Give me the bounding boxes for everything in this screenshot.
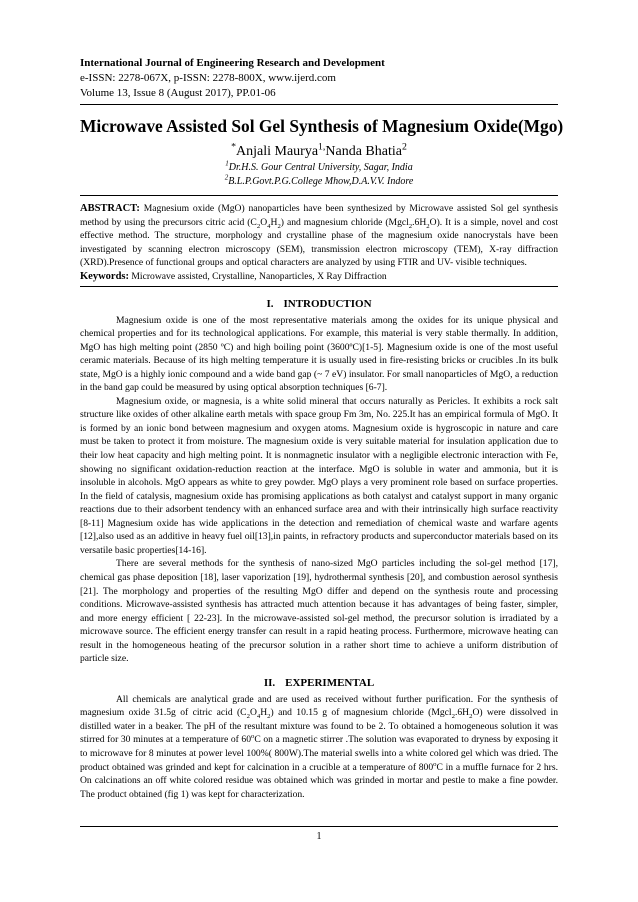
affiliation-2 [80,175,558,189]
abstract-sub-2: 4 [267,222,271,230]
journal-header [80,56,558,105]
experimental-paragraph [80,693,558,801]
paper-page [80,56,564,801]
abstract-text-4: ) and magnesium chloride (Mgcl [280,216,409,228]
exp-degree-1: o [251,733,255,741]
section-number: II. [263,676,276,689]
affiliation-1-text: Dr.H.S. Gour Central University, Sagar, India [228,162,413,173]
abstract-text-5: .6H [412,216,427,228]
page-number: 1 [316,831,322,842]
exp-sub-4: 2 [451,713,455,721]
affiliation-2-text: B.L.P.Govt.P.G.College Mhow,D.A.V.V. Indore [228,176,414,187]
abstract-label: ABSTRACT: [80,203,140,214]
exp-degree-2: o [433,760,437,768]
exp-sub-3: 2 [267,713,271,721]
exp-text-g: C on a magnetic stirrer .The solution was evaporated to dryness by exposing it to microwave for 8 minutes at power level 100%( 800W).The material swells into a white colored gel which was dried. The product obtained was grinded and kept for calcination in a crucible at a temperature of 800 [80,734,558,773]
author-2-sup: 2 [401,141,407,153]
abstract-sub-1: 2 [256,222,261,230]
intro-paragraph-2: Magnesium oxide, or magnesia, is a white solid mineral that occurs naturally as Pericles. It exhibits a rock salt structure like oxides of other alkaline earth metals with space group Fm 3m, No. 225.It has an empirical formula of MgO. It is formed by an ionic bond between magnesium and oxygen atoms. Magnesium oxide is hygroscopic in nature and care must be taken to protect it from moisture. The magnesium oxide is very suitable material for insulation application due to their low heat capacity and high melting point. It is nonmagnetic insulator with a negligible electronic interaction with Fe, showing no significant oxidation-reduction reaction at the interface. MgO is soluble in water and ammonia, but it is insoluble in alcohols. MgO appears as white to grey powder. MgO plays a very prominent role based on surface properties. In the field of catalysis, magnesium oxide has promising applications as both catalyst and catalyst support in many organic reactions due to their adsorbent tendency with an enhanced surface area and with their intrinsically high surface reactivity [8-11] Magnesium oxide has wide applications in the detection and remediation of chemical waste and warfare agents [12],also used as an additive in heavy fuel oil[13],in paints, in refractory products and superconductor materials based on its versatile basic properties[14-16]. [80,395,558,556]
affiliation-2-sup: 2 [224,173,229,182]
keywords-rule [80,286,558,287]
abstract [80,202,558,270]
author-1-sup: 1, [318,141,326,153]
affiliation-1 [80,161,558,175]
abstract-top-rule [80,195,558,196]
authors [80,143,558,161]
abstract-text-2: O [260,216,268,228]
exp-sub-2: 4 [256,713,261,721]
author-2: Nanda Bhatia [325,144,402,159]
abstract-text-6: O). It is a simple, novel and cost effective method. The structure, morphology and crystalline phase of the magnesium oxide nanocrystals have been investigated by scanning electron microscopy (SEM), transmission electron microscopy (TEM), X-ray diffraction (XRD).Presence of functional groups and optical characters are analyzed by using FTIR and UV- visible techniques. [80,216,558,269]
abstract-sub-5: 2 [426,222,430,230]
corresponding-mark: * [231,141,236,153]
header-rule [80,104,558,105]
exp-text-c: H [260,707,268,719]
abstract-text-3: H [270,216,278,228]
section-heading-experimental [80,676,558,691]
footer-rule [80,826,558,827]
abstract-sub-4: 2 [408,222,413,230]
affiliation-1-sup: 1 [225,159,229,168]
exp-text-e: .6H [454,707,470,719]
journal-volume: Volume 13, Issue 8 (August 2017), PP.01-06 [80,87,276,99]
exp-text-d: ) and 10.15 g of magnesium chloride (Mgcl [270,707,452,719]
section-heading-introduction [80,297,558,312]
abstract-text-1: Magnesium oxide (MgO) nanoparticles have been synthesized by Microwave assisted Sol gel synthesis method by using the precursors citric acid (C [80,203,558,228]
exp-text-a: All chemicals are analytical grade and are used as received without further purification. For the synthesis of magnesium oxide 31.5g of citric acid (C [80,693,558,719]
journal-name: International Journal of Engineering Research and Development [80,57,385,69]
keywords-text: Microwave assisted, Crystalline, Nanoparticles, X Ray Diffraction [129,270,387,282]
exp-text-h: C in a muffle furnace for 2 hrs. On calcinations an off white colored residue was obtained which was grinded in mortar and pestle to make a fine powder. The product obtained (fig 1) was kept for characterization. [80,761,558,800]
journal-issn: e-ISSN: 2278-067X, p-ISSN: 2278-800X, www.ijerd.com [80,72,336,84]
intro-paragraph-3: There are several methods for the synthesis of nano-sized MgO particles including the sol-gel method [17], chemical gas phase deposition [18], laser vaporization [19], hydrothermal synthesis [20], and combustion aerosol synthesis [21]. The morphology and properties of the resulting MgO differ and depend on the synthesis route and processing conditions. Microwave-assisted synthesis has attracted much attention because it has advantages of being faster, simpler, and more energy efficient [ 22-23]. In the microwave-assisted sol-gel method, the precursor solution is irradiated by a microwave source. The efficient energy transfer can result in a rapid heating process. Furthermore, microwave heating can result in the homogeneous heating of the precursor solution in a rather short time to achieve a uniform distribution of particle size. [80,558,558,665]
section-title: EXPERIMENTAL [285,676,375,689]
keywords-label: Keywords: [80,270,129,282]
section-title: INTRODUCTION [283,297,372,310]
exp-sub-1: 2 [246,713,250,721]
page-footer [80,826,558,842]
intro-paragraph-1: Magnesium oxide is one of the most representative materials among the oxides for its unique physical and chemical properties and for its technological applications. For example, this material is very stable thermally. In addition, MgO has high melting point (2850 ºC) and high boiling point (3600ºC)[1-5]. Magnesium oxide is one of the most useful ceramic materials. Because of its high melting temperature it is usually used in fire-resisting bricks or crucibles .In its bulk state, MgO is a highly ionic compound and a wide band gap (~ 7 eV) insulator. For small nanoparticles of MgO, a reduction in the band gap could be measured by using optical absorption techniques [6-7]. [80,314,558,394]
keywords [80,270,558,284]
abstract-sub-3: 2 [277,222,281,230]
exp-text-b: O [249,707,257,719]
section-number: I. [266,297,274,310]
exp-text-f: O) were dissolved in distilled water in a beaker. The pH of the resultant mixture was found to be 2. To obtained a homogeneous solution it was stirred for 30 minutes at a temperature of 60 [80,707,558,746]
author-1: Anjali Maurya [236,144,319,159]
paper-title: Microwave Assisted Sol Gel Synthesis of Magnesium Oxide(Mgo) [80,116,564,136]
exp-sub-5: 2 [469,713,473,721]
